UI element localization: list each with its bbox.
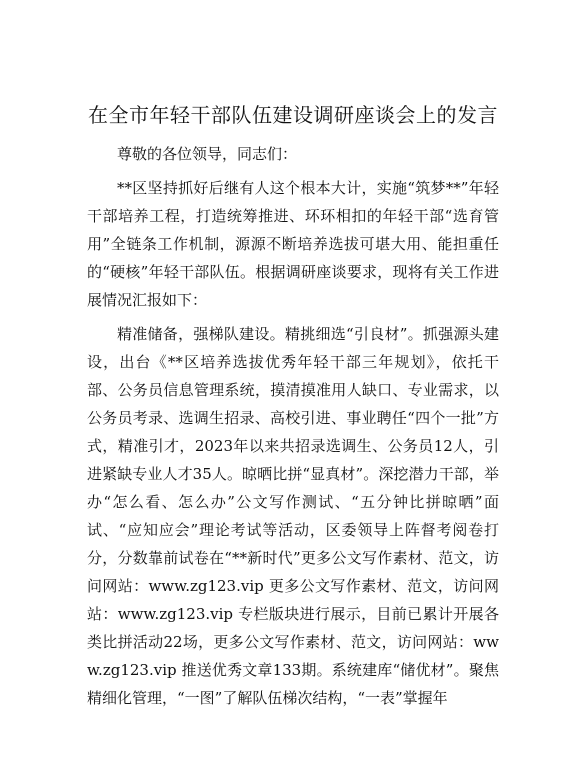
paragraph-intro: **区坚持抓好后继有人这个根本大计，实施“筑梦**”年轻干部培养工程，打造统筹推进、环环相扣的年轻干部“选育管用”全链条工作机制，源源不断培养选拔可堪大用、能担重任的“硬核”年轻干部队伍。根据调研座谈要求，现将有关工作进展情况汇报如下： [87,179,499,309]
document-body [87,140,499,712]
document-title: 在全市年轻干部队伍建设调研座谈会上的发言 [88,103,498,127]
paragraph-reserve: 精准储备，强梯队建设。精挑细选“引良材”。抓强源头建设，出台《**区培养选拔优秀年轻干部三年规划》，依托干部、公务员信息管理系统，摸清摸准用人缺口、专业需求，以公务员考录、选调生招录、高校引进、事业聘任“四个一批”方式，精准引才，2023年以来共招录选调生、公务员12人，引进紧缺专业人才35人。晾晒比拼“显真材”。深挖潜力干部，举办“怎么看、怎么办”公文写作测试、“五分钟比拼晾晒”面试、“应知应会”理论考试等活动，区委领导上阵督考阅卷打分，分数靠前试卷在“**新时代”更多公文写作素材、范文，访问网站：www.zg123.vip 更多公文写作素材、范文，访问网站：www.zg123.vip 专栏版块进行展示，目前已累计开展各类比拼活动22场，更多公文写作素材、范文，访问网站：www.zg123.vip 推送优秀文章133期。系统建库“储优材”。聚焦精细化管理，“一图”了解队伍梯次结构，“一表”掌握年 [87,325,499,707]
greeting-line: 尊敬的各位领导，同志们： [117,145,298,163]
